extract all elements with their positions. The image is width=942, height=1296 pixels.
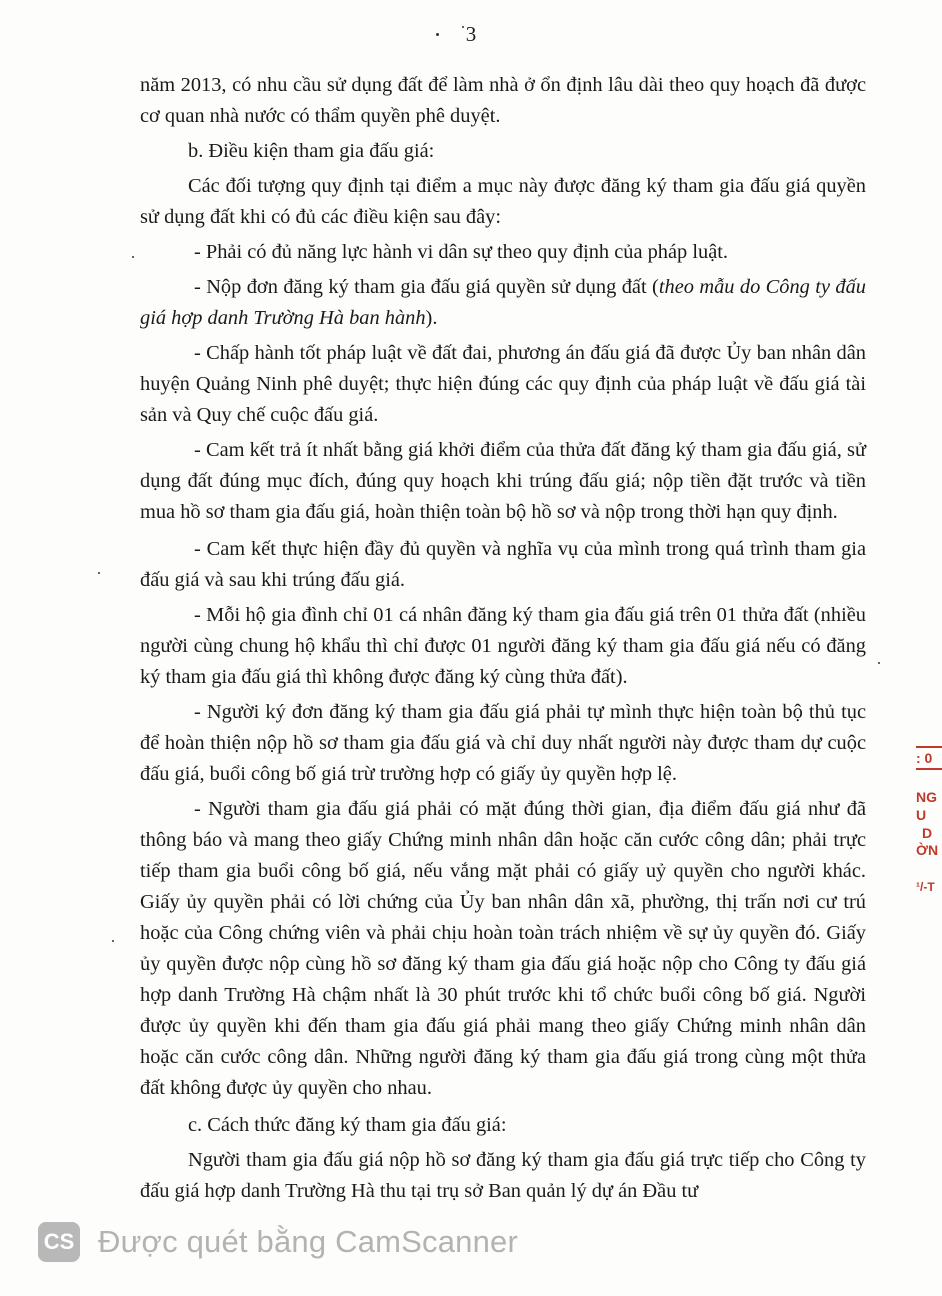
condition-item-commitment-rights: - Cam kết thực hiện đầy đủ quyền và nghĩa vụ của mình trong quá trình tham gia đấu giá và sau khi trúng đấu giá. [140,538,866,591]
condition-item-application-end: ). [425,307,438,329]
watermark-text: Được quét bằng CamScanner [98,1224,519,1259]
camscanner-watermark [38,1220,518,1264]
scan-speck [436,33,439,36]
stamp-line: ỜN [916,842,939,858]
stamp-line: NG [916,789,937,805]
paragraph-registration: Người tham gia đấu giá nộp hồ sơ đăng ký tham gia đấu giá trực tiếp cho Công ty đấu giá hợp danh Trường Hà thu tại trụ sở Ban quản lý dự án Đầu tư [140,1149,866,1202]
condition-item-household: - Mỗi hộ gia đình chỉ 01 cá nhân đăng ký tham gia đấu giá trên 01 thửa đất (nhiều người cùng chung hộ khẩu thì chỉ được 01 người đăng ký tham gia đấu giá nếu có đăng ký tham gia đấu giá thì không được đăng ký cùng thửa đất). [140,604,866,688]
section-heading-b: b. Điều kiện tham gia đấu giá: [188,140,435,162]
page-number: 3 [465,22,477,46]
condition-item-application-italic: theo mẫu do Công ty đấu giá hợp danh Trường Hà ban hành [140,276,866,329]
document-body [140,70,866,1207]
scan-speck [132,256,134,258]
condition-item-application [140,272,866,334]
scan-speck [462,26,464,28]
stamp-rule-top [916,746,942,748]
paragraph-continuation: năm 2013, có nhu cầu sử dụng đất để làm nhà ở ổn định lâu dài theo quy hoạch đã được cơ quan nhà nước có thẩm quyền phê duyệt. [140,74,866,127]
section-heading-c: c. Cách thức đăng ký tham gia đấu giá: [188,1114,507,1136]
stamp-rule [916,768,942,770]
condition-item-commitment-price: - Cam kết trả ít nhất bằng giá khởi điểm của thửa đất đăng ký tham gia đấu giá, sử dụng đất đúng mục đích, đúng quy hoạch khi trúng đấu giá; nộp tiền đặt trước và tiền mua hồ sơ tham gia đấu giá, hoàn thiện toàn bộ hồ sơ và nộp trong thời hạn quy định. [140,439,866,523]
stamp-fragment [916,744,942,894]
scan-speck [112,940,114,942]
condition-item-signer: - Người ký đơn đăng ký tham gia đấu giá phải tự mình thực hiện toàn bộ thủ tục để hoàn thiện nộp hồ sơ tham gia đấu giá và chỉ duy nhất người này được tham dự cuộc đấu giá, buổi công bố giá trừ trường hợp có giấy ủy quyền hợp lệ. [140,701,866,785]
condition-item-capacity: - Phải có đủ năng lực hành vi dân sự theo quy định của pháp luật. [194,241,729,263]
scan-speck [878,662,880,664]
stamp-line: D [922,825,933,841]
paragraph-intro: Các đối tượng quy định tại điểm a mục này được đăng ký tham gia đấu giá quyền sử dụng đất khi có đủ các điều kiện sau đây: [140,175,866,228]
stamp-line: U [916,807,927,823]
condition-item-application-text: - Nộp đơn đăng ký tham gia đấu giá quyền sử dụng đất ( [194,276,659,298]
condition-item-attendance: - Người tham gia đấu giá phải có mặt đúng thời gian, địa điểm đấu giá như đã thông báo và mang theo giấy Chứng minh nhân dân hoặc căn cước công dân; phải trực tiếp tham gia buổi công bố giá, nếu vắng mặt phải có giấy uỷ quyền cho người khác. Giấy ủy quyền phải có lời chứng của Ủy ban nhân dân xã, phường, thị trấn nơi cư trú hoặc của Công chứng viên và phải chịu hoàn toàn trách nhiệm về sự ủy quyền đó. Giấy ủy quyền được nộp cùng hồ sơ đăng ký tham gia đấu giá hoặc nộp cho Công ty đấu giá hợp danh Trường Hà chậm nhất là 30 phút trước khi tổ chức buổi công bố giá. Người được ủy quyền khi đến tham gia đấu giá phải mang theo giấy Chứng minh nhân dân hoặc căn cước công dân. Những người đăng ký tham gia đấu giá trong cùng một thửa đất không được ủy quyền cho nhau. [140,798,866,1099]
scan-speck [98,572,100,574]
condition-item-compliance: - Chấp hành tốt pháp luật về đất đai, phương án đấu giá đã được Ủy ban nhân dân huyện Quảng Ninh phê duyệt; thực hiện đúng các quy định của pháp luật về đấu giá tài sản và Quy chế cuộc đấu giá. [140,342,866,426]
camscanner-logo-icon: CS [38,1222,80,1262]
stamp-line: : 0 [916,750,933,766]
stamp-line: ¹/-T [916,880,935,894]
